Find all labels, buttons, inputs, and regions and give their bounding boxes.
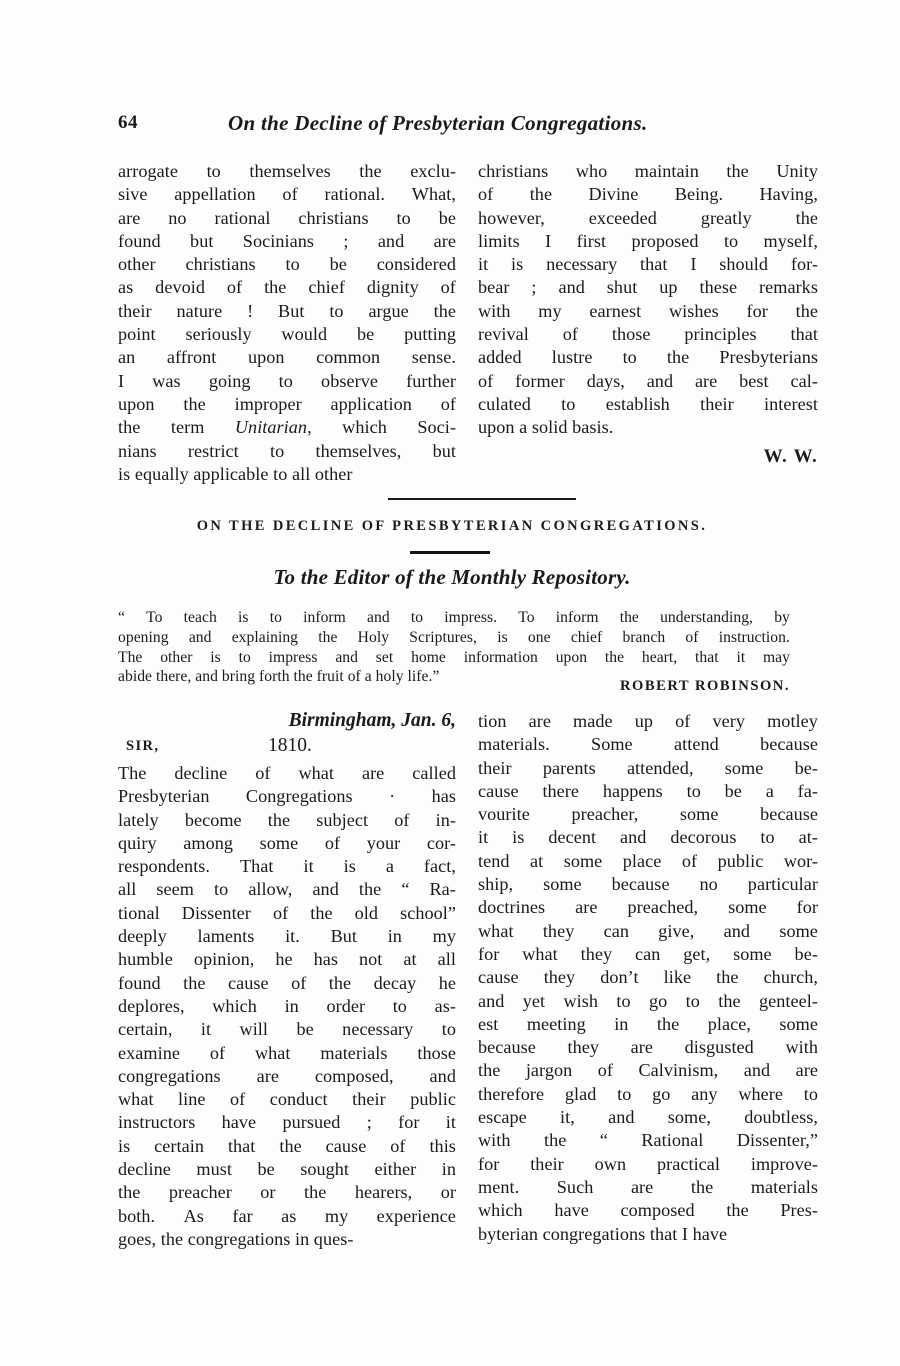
text-line: ment. Such are the materials (478, 1176, 818, 1197)
text-line: what line of conduct their public (118, 1089, 456, 1110)
text-line: found but Socinians ; and are (118, 230, 456, 251)
text-line: doctrines are preached, some for (478, 897, 818, 918)
text-line: tional Dissenter of the old school” (118, 902, 456, 923)
text-line: bear ; and shut up these remarks (478, 277, 818, 298)
text-line: vourite preacher, some because (478, 804, 818, 825)
page-number: 64 (118, 112, 138, 133)
text-line: quiry among some of your cor- (118, 832, 456, 853)
lower-article-right-column (478, 710, 818, 1246)
text-line: limits I first proposed to myself, (478, 230, 818, 251)
text-line: deplores, which in order to as- (118, 995, 456, 1016)
text-line: an affront upon common sense. (118, 347, 456, 368)
section-heading: ON THE DECLINE OF PRESBYTERIAN CONGREGATIONS. (196, 518, 708, 534)
text-line: upon the improper application of (118, 393, 456, 414)
epigraph-quotation (118, 608, 790, 687)
text-line: arrogate to themselves the exclu- (118, 161, 456, 181)
text-line: tend at some place of public wor- (478, 850, 818, 871)
text-line: est meeting in the place, some (478, 1013, 818, 1034)
text-line: revival of those principles that (478, 324, 818, 345)
text-line: the jargon of Calvinism, and are (478, 1060, 818, 1081)
dateline-year: 1810. (268, 735, 312, 756)
text-line: what they can give, and some (478, 920, 818, 941)
text-line: decline must be sought either in (118, 1159, 456, 1180)
text-line: is equally applicable to all other (118, 463, 353, 484)
text-line: cause there happens to be a fa- (478, 780, 818, 801)
text-line: christians who maintain the Unity (478, 161, 818, 181)
text-line: I was going to observe further (118, 370, 456, 391)
text-line: The other is to impress and set home information upon the heart, that it may (118, 648, 790, 666)
text-line: abide there, and bring forth the fruit of a holy life.” (118, 668, 440, 686)
text-line: instructors have pursued ; for it (118, 1112, 456, 1133)
text-line: deeply laments it. But in my (118, 926, 456, 947)
text-line: their nature ! But to argue the (118, 300, 456, 321)
text-line: of former days, and are best cal- (478, 370, 818, 391)
text-line: examine of what materials those (118, 1042, 456, 1063)
section-divider-rule-top (388, 498, 576, 500)
text-line: their parents attended, some be- (478, 757, 818, 778)
text-line: it is decent and decorous to at- (478, 827, 818, 848)
text-line: for what they can get, some be- (478, 943, 818, 964)
text-line: byterian congregations that I have (478, 1223, 728, 1244)
text-line: both. As far as my experience (118, 1205, 456, 1226)
text-line: ship, some because no particular (478, 874, 818, 895)
upper-article-left-column (118, 160, 456, 486)
text-line: goes, the congregations in ques- (118, 1228, 354, 1249)
text-line: congregations are composed, and (118, 1065, 456, 1086)
epigraph-attribution: ROBERT ROBINSON. (619, 678, 790, 694)
text-line: for their own practical improve- (478, 1153, 818, 1174)
text-line: of the Divine Being. Having, (478, 184, 818, 205)
text-line: is certain that the cause of this (118, 1135, 456, 1156)
text-line: as devoid of the chief dignity of (118, 277, 456, 298)
text-line: humble opinion, he has not at all (118, 949, 456, 970)
text-line: the term Unitarian, which Soci- (118, 417, 456, 438)
text-line: cause they don’t like the church, (478, 967, 818, 988)
text-line: because they are disgusted with (478, 1037, 818, 1058)
text-line: materials. Some attend because (478, 734, 818, 755)
section-divider-rule-bottom (410, 551, 490, 554)
text-line: the preacher or the hearers, or (118, 1182, 456, 1203)
text-line: nians restrict to themselves, but (118, 440, 456, 461)
text-line: and yet wish to go to the genteel- (478, 990, 818, 1011)
text-line: all seem to allow, and the “ Ra- (118, 879, 456, 900)
text-line: Presbyterian Congregations · has (118, 786, 456, 807)
text-line: escape it, and some, doubtless, (478, 1107, 818, 1128)
text-line: however, exceeded greatly the (478, 207, 818, 228)
lower-article-left-column (118, 762, 456, 1251)
text-line: point seriously would be putting (118, 324, 456, 345)
text-line: it is necessary that I should for- (478, 254, 818, 275)
running-head (118, 112, 786, 138)
text-line: which have composed the Pres- (478, 1200, 818, 1221)
text-line: with the “ Rational Dissenter,” (478, 1130, 818, 1151)
text-line: lately become the subject of in- (118, 809, 456, 830)
letter-dateline (118, 710, 458, 762)
text-line: other christians to be considered (118, 254, 456, 275)
article-signature: W. W. (763, 445, 818, 467)
text-line: sive appellation of rational. What, (118, 184, 456, 205)
text-line: culated to establish their interest (478, 393, 818, 414)
text-line: therefore glad to go any where to (478, 1083, 818, 1104)
text-line: are no rational christians to be (118, 207, 456, 228)
text-line: with my earnest wishes for the (478, 300, 818, 321)
text-line: found the cause of the decay he (118, 972, 456, 993)
letter-addressee: To the Editor of the Monthly Repository. (273, 565, 631, 589)
text-line: The decline of what are called (118, 763, 456, 783)
text-line: “ To teach is to inform and to impress. To inform the understanding, by (118, 609, 790, 626)
text-line: certain, it will be necessary to (118, 1019, 456, 1040)
dateline-place: Birmingham, Jan. 6, (288, 710, 456, 731)
text-line: tion are made up of very motley (478, 711, 818, 731)
letter-salutation: SIR, (126, 738, 160, 754)
text-line: opening and explaining the Holy Scriptures, is one chief branch of instruction. (118, 628, 790, 646)
text-line: respondents. That it is a fact, (118, 856, 456, 877)
text-line: upon a solid basis. (478, 417, 614, 438)
running-title: On the Decline of Presbyterian Congregations. (228, 111, 648, 135)
text-line: added lustre to the Presbyterians (478, 347, 818, 368)
upper-article-right-column (478, 160, 818, 467)
